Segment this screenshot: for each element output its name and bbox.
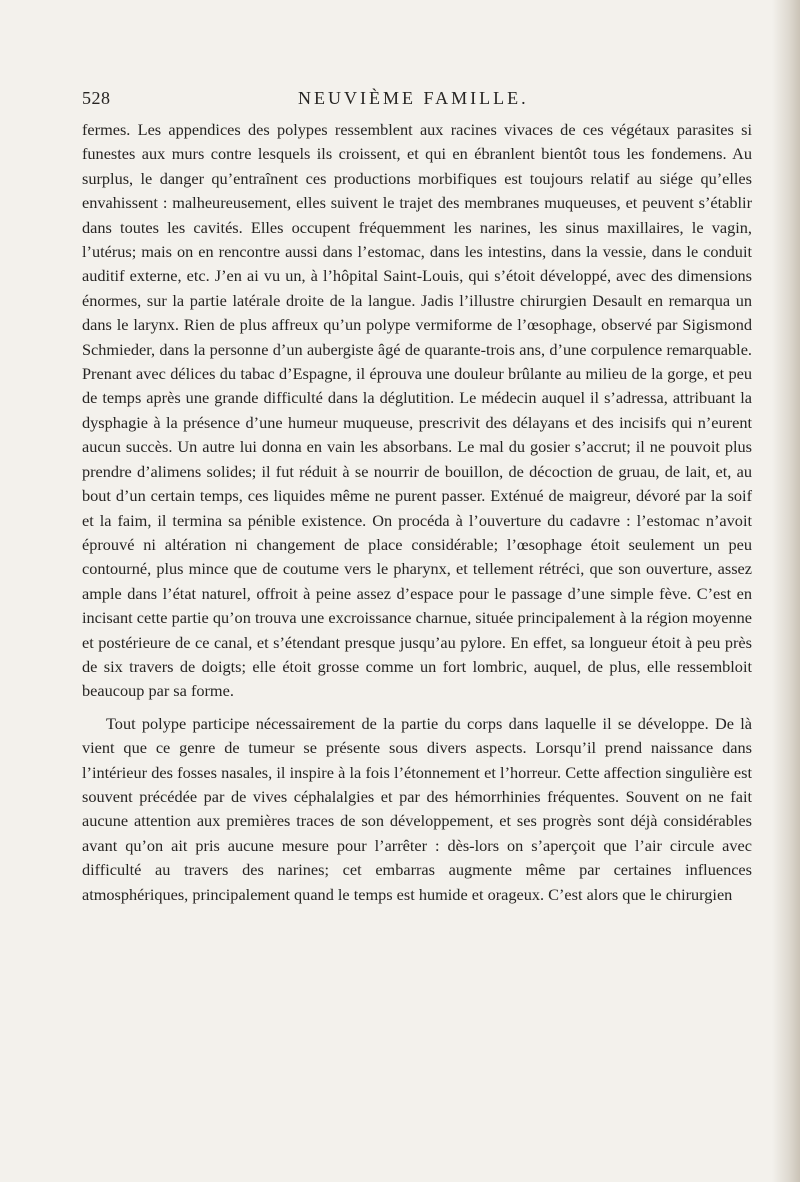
running-head: NEUVIÈME FAMILLE. — [298, 88, 529, 108]
page-edge-shadow — [772, 0, 800, 1182]
page-number: 528 — [82, 88, 111, 108]
body-text — [82, 118, 752, 907]
paragraph-2: Tout polype participe nécessairement de la partie du corps dans laquelle il se développe. De là vient que ce genre de tumeur se présente sous divers aspects. Lorsqu’il prend naissance dans l’intérieur des fosses nasales, il inspire à la fois l’étonnement et l’horreur. Cette affection singulière est souvent précédée par de vives céphalalgies et par des hémorrhinies fréquentes. Souvent on ne fait aucune attention aux premières traces de son développement, et ses progrès sont déjà considérables avant qu’on ait pris aucune mesure pour l’arrêter : dès-lors on s’aperçoit que l’air circule avec difficulté au travers des narines; cet embarras augmente même par certaines influences atmosphériques, principalement quand le temps est humide et orageux. C’est alors que le chirurgien — [82, 713, 752, 904]
page-header — [82, 88, 752, 118]
paragraph-1: fermes. Les appendices des polypes ressemblent aux racines vivaces de ces végétaux parasites si funestes aux murs contre lesquels ils croissent, et qui en ébranlent bientôt tous les fondemens. Au surplus, le danger qu’entraînent ces productions morbifiques est toujours relatif au siége qu’elles envahissent : malheureusement, elles suivent le trajet des membranes muqueuses, et peuvent s’établir dans toutes les cavités. Elles occupent fréquemment les narines, les sinus maxillaires, le vagin, l’utérus; mais on en rencontre aussi dans l’estomac, dans les intestins, dans la vessie, dans le conduit auditif externe, etc. J’en ai vu un, à l’hôpital Saint-Louis, qui s’étoit développé, avec des dimensions énormes, sur la partie latérale droite de la langue. Jadis l’illustre chirurgien Desault en remarqua un dans le larynx. Rien de plus affreux qu’un polype vermiforme de l’œsophage, observé par Sigismond Schmieder, dans la personne d’un aubergiste âgé de quarante-trois ans, d’une corpulence remarquable. Prenant avec délices du tabac d’Espagne, il éprouva une douleur brûlante au milieu de la gorge, et peu de temps après une grande difficulté dans la déglutition. Le médecin auquel il s’adressa, attribuant la dysphagie à la présence d’une humeur muqueuse, prescrivit des délayans et des incisifs qui n’eurent aucun succès. Un autre lui donna en vain les absorbans. Le mal du gosier s’accrut; il ne pouvoit plus prendre d’alimens solides; il fut réduit à se nourrir de bouillon, de décoction de gruau, de lait, et, au bout d’un certain temps, ces liquides même ne purent passer. Exténué de maigreur, dévoré par la soif et la faim, il termina sa pénible existence. On procéda à l’ouverture du cadavre : l’estomac n’avoit éprouvé ni altération ni changement de place considérable; l’œsophage étoit seulement un peu contourné, plus mince que de coutume vers le pharynx, et tellement rétréci, que son ouverture, assez ample dans l’état naturel, offroit à peine assez d’espace pour le passage d’une simple fève. C’est en incisant cette partie qu’on trouva une excroissance charnue, située principalement à la région moyenne et postérieure de ce canal, et s’étendant presque jusqu’au pylore. En effet, sa longueur étoit à peu près de six travers de doigts; elle étoit grosse comme un fort lombric, auquel, de plus, elle ressembloit beaucoup par sa forme. — [82, 120, 752, 701]
book-page — [82, 88, 752, 907]
